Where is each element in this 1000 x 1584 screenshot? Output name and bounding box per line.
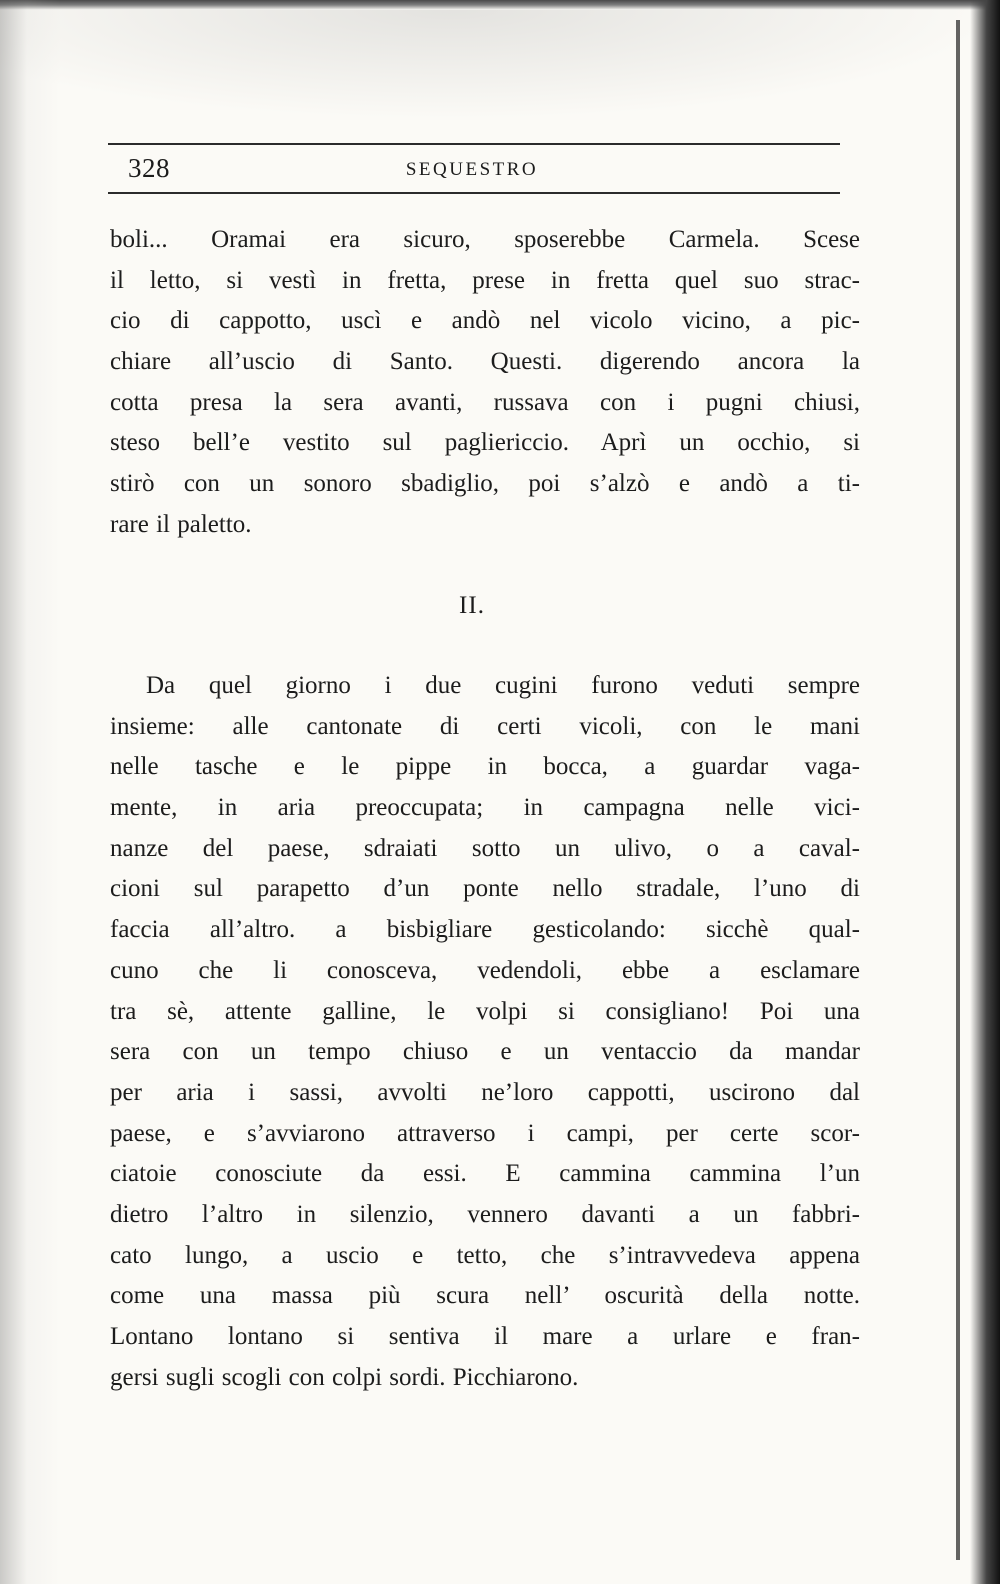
text-line: cotta presa la sera avanti, russava con i pugni chiusi, [110,388,860,416]
text-line: nelle tasche e le pippe in bocca, a guardar vaga- [110,753,860,781]
text-line: cioni sul parapetto d’un ponte nello stradale, l’uno di [110,875,860,903]
section-heading: II. [459,592,485,619]
text-line: Da quel giorno i due cugini furono veduti sempre [146,672,860,699]
text-line: rare il paletto. [110,510,252,538]
scan-edge-top [0,0,1000,10]
text-line: ciatoie conosciute da essi. E cammina cammina l’un [110,1160,860,1188]
text-line: come una massa più scura nell’ oscurità della notte. [110,1282,860,1310]
text-line: il letto, si vestì in fretta, prese in fretta quel suo strac- [110,266,860,294]
text-line: faccia all’altro. a bisbigliare gesticolando: sicchè qual- [110,916,860,944]
text-line: Lontano lontano si sentiva il mare a urlare e fran- [110,1323,860,1350]
text-line: tra sè, attente galline, le volpi si consigliano! Poi una [110,997,860,1025]
text-line: cuno che li conosceva, vedendoli, ebbe a esclamare [110,956,860,984]
scan-edge-right [970,0,1000,1584]
text-line: steso bell’e vestito sul pagliericcio. Aprì un occhio, si [110,429,860,457]
text-line: paese, e s’avviarono attraverso i campi, per certe scor- [110,1119,860,1147]
text-line: sera con un tempo chiuso e un ventaccio da mandar [110,1038,860,1066]
text-line: stirò con un sonoro sbadiglio, poi s’alzò e andò a ti- [110,470,860,498]
scan-shadow-top [0,10,1000,120]
text-line: dietro l’altro in silenzio, vennero davanti a un fabbri- [110,1200,860,1228]
page-number: 328 [128,153,170,183]
text-line: gersi sugli scogli con colpi sordi. Picchiarono. [110,1363,579,1391]
text-line: cato lungo, a uscio e tetto, che s’intravvedeva appena [110,1241,860,1269]
page-binding-line [956,20,960,1560]
text-line: boli... Oramai era sicuro, sposerebbe Carmela. Scese [110,226,860,253]
paragraph-continued [110,220,860,546]
header-rule-bottom [108,192,840,194]
paragraph-section-2 [110,666,860,1398]
running-head: SEQUESTRO [405,159,539,180]
text-line: chiare all’uscio di Santo. Questi. digerendo ancora la [110,348,860,376]
text-line: mente, in aria preoccupata; in campagna nelle vici- [110,794,860,822]
text-line: per aria i sassi, avvolti ne’loro cappotti, uscirono dal [110,1078,860,1106]
text-line: insieme: alle cantonate di certi vicoli, con le mani [110,712,860,740]
text-line: nanze del paese, sdraiati sotto un ulivo, o a caval- [110,834,860,862]
scan-edge-left [0,0,60,1584]
header-rule-top [108,143,840,145]
text-line: cio di cappotto, uscì e andò nel vicolo vicino, a pic- [110,307,860,335]
